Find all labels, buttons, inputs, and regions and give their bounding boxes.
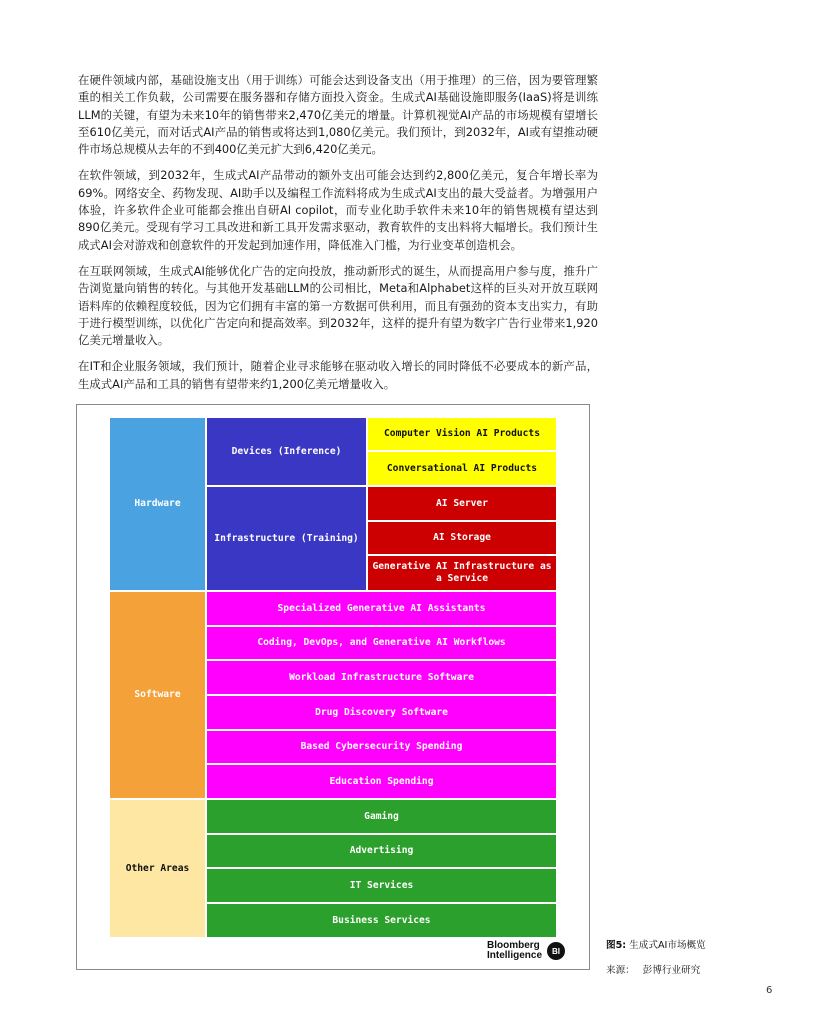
item-business-services (206, 903, 557, 938)
category-other-areas (109, 799, 206, 938)
subcategory-devices-label: Devices (Inference) (231, 445, 342, 457)
item-advertising-label: Advertising (349, 845, 414, 856)
item-iaas-label: Generative AI Infrastructure as a Service (372, 561, 552, 584)
item-drug-discovery (206, 695, 557, 730)
item-it-services-label: IT Services (349, 879, 414, 891)
paragraph-software: 在软件领域，到2032年，生成式AI产品带动的额外支出可能会达到约2,800亿美元，复合年增长率为69%。网络安全、药物发现、AI助手以及编程工作流料将成为生成式AI支出的最大受益者。为增强用户体验，许多软件企业可能都会推出自研AI copilot，而专业化助手软件未来10年的销售规模有望达到890亿美元。受现有学习工具改进和新工具开发需求驱动，教育软件的支出料将大幅增长。我们预计生成式AI会对游戏和创意软件的开发起到加速作用，降低准入门槛，为行业变革创造机会。 (78, 168, 598, 252)
item-ai-storage (367, 521, 557, 555)
item-workload-infrastructure-label: Workload Infrastructure Software (289, 671, 474, 683)
item-specialized-assistants-label: Specialized Generative AI Assistants (277, 602, 486, 614)
category-hardware (109, 417, 206, 591)
item-gaming-label: Gaming (364, 810, 399, 822)
figure-source-label: 来源： (606, 965, 635, 976)
figure-source-text: 彭博行业研究 (642, 965, 701, 976)
item-computer-vision (367, 417, 557, 451)
item-advertising (206, 834, 557, 868)
logo-line-2: Intelligence (487, 950, 543, 961)
item-computer-vision-label: Computer Vision AI Products (384, 428, 540, 439)
paragraph-hardware: 在硬件领域内部，基础设施支出（用于训练）可能会达到设备支出（用于推理）的三倍，因为要管理繁重的相关工作负载，公司需要在服务器和存储方面投入资金。生成式AI基础设施即服务(IaaS)将是训练LLM的关键，有望为未来10年的销售带来2,470亿美元的增量。计算机视觉AI产品的市场规模有望增长至610亿美元，而对话式AI产品的销售或将达到1,080亿美元。我们预计，到2032年，AI或有望推动硬件市场总规模从去年的不到400亿美元扩大到6,420亿美元。 (78, 73, 598, 157)
figure-caption-text: 生成式AI市场概览 (629, 940, 706, 951)
figure-caption (606, 939, 806, 953)
category-other-areas-label: Other Areas (125, 862, 190, 874)
subcategory-devices (206, 417, 367, 486)
bi-badge-icon: BI (547, 942, 565, 960)
item-gaming (206, 799, 557, 834)
subcategory-infrastructure-label: Infrastructure (Training) (214, 532, 359, 544)
figure-caption-label: 图5: (606, 940, 627, 951)
item-conversational-label: Conversational AI Products (386, 462, 538, 474)
item-education (206, 764, 557, 799)
body-text (78, 72, 598, 402)
item-workload-infrastructure (206, 660, 557, 695)
item-ai-storage-label: AI Storage (433, 532, 491, 543)
category-hardware-label: Hardware (134, 498, 181, 509)
figure-source (606, 962, 700, 976)
logo-wordmark (487, 941, 542, 961)
item-specialized-assistants (206, 591, 557, 626)
item-conversational (367, 451, 557, 486)
item-drug-discovery-label: Drug Discovery Software (315, 706, 448, 718)
paragraph-it-services: 在IT和企业服务领域，我们预计，随着企业寻求能够在驱动收入增长的同时降低不必要成本的新产品，生成式AI产品和工具的销售有望带来约1,200亿美元增量收入。 (78, 359, 598, 391)
market-overview-figure (76, 404, 590, 970)
category-software-label: Software (134, 689, 181, 700)
logo-line-1: Bloomberg (487, 940, 540, 951)
item-ai-server-label: AI Server (436, 497, 488, 509)
item-education-label: Education Spending (329, 775, 434, 787)
bloomberg-intelligence-logo (487, 941, 565, 961)
item-ai-server (367, 486, 557, 521)
item-coding-devops-label: Coding, DevOps, and Generative AI Workflows (257, 637, 506, 648)
paragraph-internet: 在互联网领域，生成式AI能够优化广告的定向投放，推动新形式的诞生，从而提高用户参与度，推升广告浏览量向销售的转化。与其他开发基础LLM的公司相比，Meta和Alphabet这样的巨头对开放互联网语料库的依赖程度较低，因为它们拥有丰富的第一方数据可供利用，而且有强劲的资本支出实力，有助于进行模型训练，以优化广告定向和提高效率。到2032年，这样的提升有望为数字广告行业带来1,920亿美元增量收入。 (78, 263, 598, 348)
subcategory-infrastructure (206, 486, 367, 591)
item-business-services-label: Business Services (332, 914, 431, 926)
item-it-services (206, 868, 557, 903)
category-software (109, 591, 206, 799)
item-cybersecurity (206, 730, 557, 764)
item-iaas (367, 555, 557, 591)
page-number: 6 (766, 985, 773, 996)
item-coding-devops (206, 626, 557, 660)
item-cybersecurity-label: Based Cybersecurity Spending (300, 741, 463, 752)
